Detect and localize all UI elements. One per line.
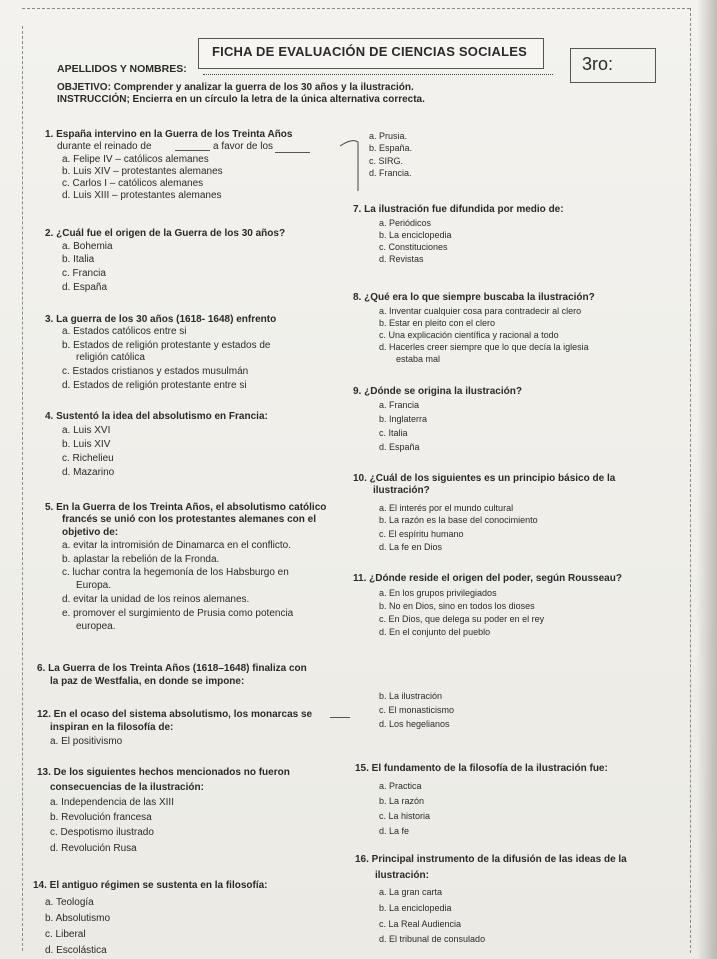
q16-option-d[interactable]: d. El tribunal de consulado [379,934,486,944]
q11-option-d[interactable]: d. En el conjunto del pueblo [379,627,491,637]
q2-stem: 2. ¿Cuál fue el origen de la Guerra de los 30 años? [45,228,286,239]
q10-option-c[interactable]: c. El espíritu humano [379,529,464,539]
q4-option-a[interactable]: a. Luis XVI [62,425,111,436]
q12-blank[interactable] [330,717,350,718]
q8-option-d[interactable]: d. Hacerles creer siempre que lo que decía la iglesia [379,342,589,352]
name-fill-line[interactable] [203,74,553,75]
q7-stem: 7. La ilustración fue difundida por medio de: [353,204,564,215]
q2-option-b[interactable]: b. Italia [62,254,95,265]
q5-option-a[interactable]: a. evitar la intromisión de Dinamarca en el conflicto. [62,540,291,551]
q6-stem: 6. La Guerra de los Treinta Años (1618–1648) finaliza con [37,663,307,674]
objective-text: OBJETIVO: Comprender y analizar la guerra de los 30 años y la ilustración. [57,82,414,93]
q13-stem: 13. De los siguientes hechos mencionados no fueron [37,767,290,778]
q5-option-c[interactable]: c. luchar contra la hegemonía de los Habsburgo en [62,567,289,578]
q1-blank-2[interactable] [275,152,310,153]
q16-option-c[interactable]: c. La Real Audiencia [379,919,462,929]
q13-option-a[interactable]: a. Independencia de las XIII [50,797,174,808]
q9-option-c[interactable]: c. Italia [379,428,408,438]
q5-option-c-cont: Europa. [76,580,112,591]
q16-option-a[interactable]: a. La gran carta [379,887,443,897]
q5-option-d[interactable]: d. evitar la unidad de los reinos alemanes. [62,594,250,605]
q11-stem: 11. ¿Dónde reside el origen del poder, según Rousseau? [353,573,622,584]
q7-option-c[interactable]: c. Constituciones [379,242,448,252]
q11-option-c[interactable]: c. En Dios, que delega su poder en el rey [379,614,545,624]
q13-option-c[interactable]: c. Despotismo ilustrado [50,827,154,838]
q1-option-a[interactable]: a. Felipe IV – católicos alemanes [62,154,209,165]
q4-stem: 4. Sustentó la idea del absolutismo en Francia: [45,411,268,422]
q10-stem: 10. ¿Cuál de los siguientes es un principio básico de la [353,473,616,484]
q10-option-a[interactable]: a. El interés por el mundo cultural [379,503,514,513]
q1-stem: 1. España intervino en la Guerra de los Treinta Años [45,129,293,140]
q10-stem-cont: ilustración? [373,485,430,496]
q1-stem-part1: durante el reinado de [57,141,152,152]
q16-stem: 16. Principal instrumento de la difusión de las ideas de la [355,854,627,865]
q5-option-b[interactable]: b. aplastar la rebelión de la Fronda. [62,554,220,565]
q2-option-a[interactable]: a. Bohemia [62,241,113,252]
q12-stem: 12. En el ocaso del sistema absolutismo, los monarcas se [37,709,313,720]
q4-option-c[interactable]: c. Richelieu [62,453,114,464]
q13-option-b[interactable]: b. Revolución francesa [50,812,152,823]
q3-option-b[interactable]: b. Estados de religión protestante y estados de [62,340,271,351]
q7-option-a[interactable]: a. Periódicos [379,218,432,228]
q2-option-d[interactable]: d. España [62,282,108,293]
q12-option-c[interactable]: c. El monasticismo [379,705,455,715]
q1-option-b[interactable]: b. Luis XIV – protestantes alemanes [62,166,223,177]
instruction-text: INSTRUCCIÓN; Encierra en un círculo la letra de la única alternativa correcta. [57,94,425,105]
q14-option-c[interactable]: c. Liberal [45,929,86,940]
q10-option-b[interactable]: b. La razón es la base del conocimiento [379,515,538,525]
q14-option-d[interactable]: d. Escolástica [45,945,107,956]
q12-stem-cont: inspiran en la filosofía de: [50,722,174,733]
q15-option-a[interactable]: a. Practica [379,781,422,791]
q1-option-c[interactable]: c. Carlos I – católicos alemanes [62,178,204,189]
q5-stem: 5. En la Guerra de los Treinta Años, el absolutismo católico [45,502,327,513]
q6-option-c[interactable]: c. SIRG. [369,156,404,166]
q12-option-d[interactable]: d. Los hegelianos [379,719,450,729]
page-title: FICHA DE EVALUACIÓN DE CIENCIAS SOCIALES [212,44,527,59]
q14-stem: 14. El antiguo régimen se sustenta en la filosofía: [33,880,268,891]
q15-option-d[interactable]: d. La fe [379,826,410,836]
q12-option-b[interactable]: b. La ilustración [379,691,443,701]
q2-option-c[interactable]: c. Francia [62,268,106,279]
q15-option-c[interactable]: c. La historia [379,811,431,821]
q3-option-c[interactable]: c. Estados cristianos y estados musulmán [62,366,249,377]
q10-option-d[interactable]: d. La fe en Dios [379,542,443,552]
q6-option-a[interactable]: a. Prusia. [369,131,408,141]
q8-stem: 8. ¿Qué era lo que siempre buscaba la ilustración? [353,292,595,303]
q3-option-b-cont: religión católica [76,352,145,363]
dashed-border-right [690,8,691,953]
q6-option-b[interactable]: b. España. [369,143,413,153]
q9-option-a[interactable]: a. Francia [379,400,420,410]
q6-option-d[interactable]: d. Francia. [369,168,412,178]
q15-stem: 15. El fundamento de la filosofía de la ilustración fue: [355,763,608,774]
q4-option-b[interactable]: b. Luis XIV [62,439,111,450]
q13-stem-cont: consecuencias de la ilustración: [50,782,204,793]
q7-option-d[interactable]: d. Revistas [379,254,424,264]
dashed-border-left [22,26,23,951]
q1-option-d[interactable]: d. Luis XIII – protestantes alemanes [62,190,222,201]
q5-option-e[interactable]: e. promover el surgimiento de Prusia como potencia [62,608,294,619]
q5-option-e-cont: europea. [76,621,116,632]
q8-option-d-cont: estaba mal [396,354,441,364]
q13-option-d[interactable]: d. Revolución Rusa [50,843,137,854]
q9-option-b[interactable]: b. Inglaterra [379,414,428,424]
q8-option-a[interactable]: a. Inventar cualquier cosa para contradecir al clero [379,306,582,316]
q11-option-b[interactable]: b. No en Dios, sino en todos los dioses [379,601,535,611]
q5-stem-cont-1: francés se unió con los protestantes alemanes con el [62,514,316,525]
q16-stem-cont: ilustración: [375,870,429,881]
q14-option-b[interactable]: b. Absolutismo [45,913,111,924]
dashed-border-top [22,8,690,9]
q8-option-b[interactable]: b. Estar en pleito con el clero [379,318,496,328]
page-edge-shadow [697,0,717,959]
q1-stem-part2: a favor de los [213,141,274,152]
q3-stem: 3. La guerra de los 30 años (1618- 1648) enfrento [45,314,277,325]
q9-stem: 9. ¿Dónde se origina la ilustración? [353,386,522,397]
q5-stem-cont-2: objetivo de: [62,527,119,538]
q3-option-d[interactable]: d. Estados de religión protestante entre si [62,380,247,391]
q4-option-d[interactable]: d. Mazarino [62,467,115,478]
q14-option-a[interactable]: a. Teología [45,897,94,908]
q1-blank-1[interactable] [175,150,210,151]
grade-label: 3ro: [582,54,614,74]
q8-option-c[interactable]: c. Una explicación científica y racional a todo [379,330,559,340]
name-label: APELLIDOS Y NOMBRES: [57,63,187,75]
q3-option-a[interactable]: a. Estados católicos entre si [62,326,187,337]
q16-option-b[interactable]: b. La enciclopedia [379,903,452,913]
q11-option-a[interactable]: a. En los grupos privilegiados [379,588,497,598]
pen-mark [338,136,368,196]
q6-stem-cont: la paz de Westfalia, en donde se impone: [50,676,245,687]
q7-option-b[interactable]: b. La enciclopedia [379,230,452,240]
q15-option-b[interactable]: b. La razón [379,796,425,806]
q12-option-a[interactable]: a. El positivismo [50,736,123,747]
q9-option-d[interactable]: d. España [379,442,420,452]
